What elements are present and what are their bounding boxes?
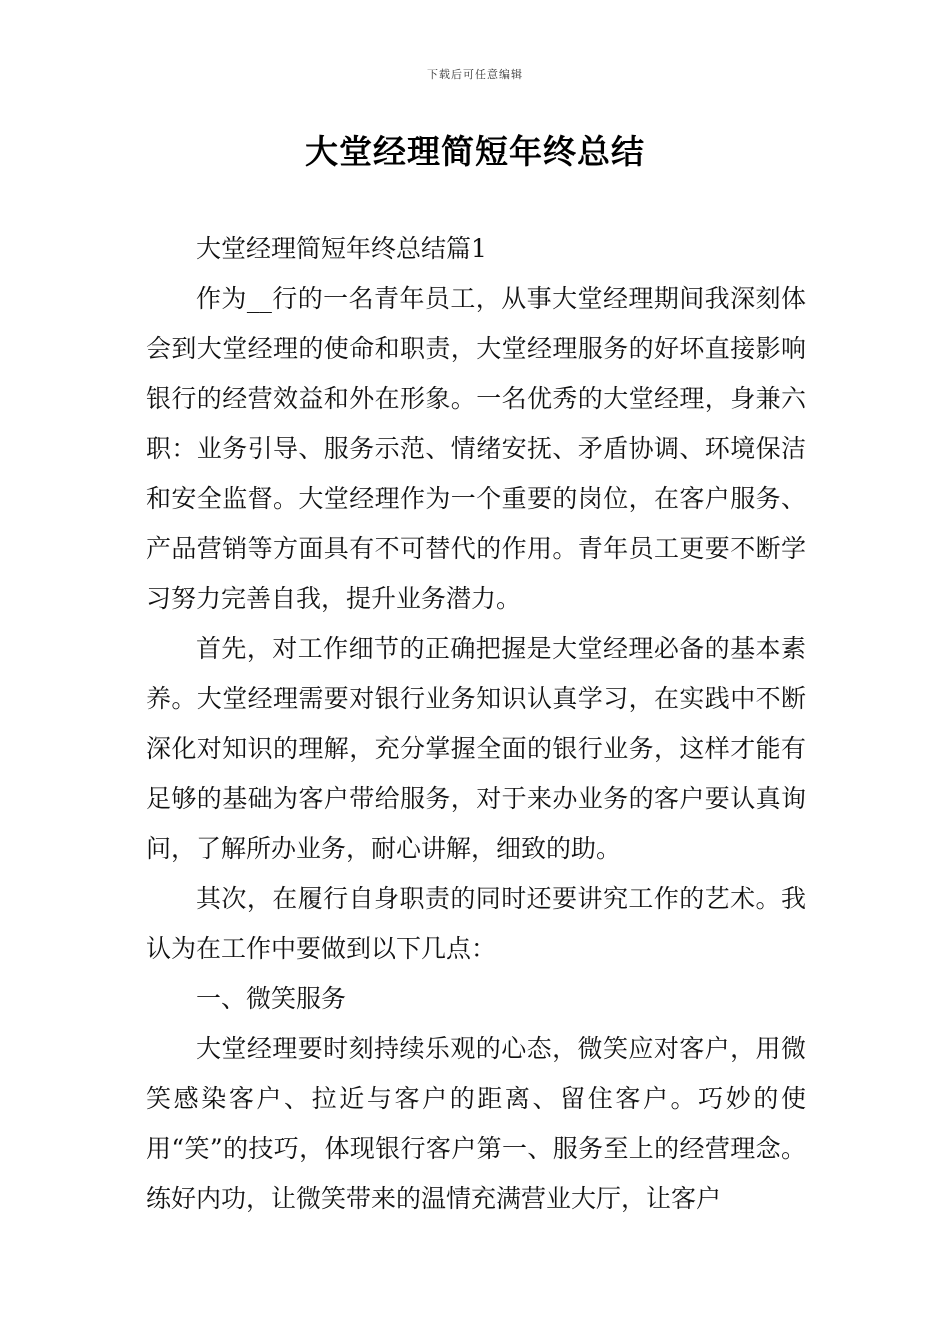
paragraph: 其次，在履行自身职责的同时还要讲究工作的艺术。我认为在工作中要做到以下几点： <box>146 884 806 963</box>
subsection-heading: 一、微笑服务 <box>196 984 347 1013</box>
header-note: 下载后可任意编辑 <box>427 68 523 81</box>
section-heading: 大堂经理简短年终总结篇1 <box>196 234 487 263</box>
paragraph: 大堂经理要时刻持续乐观的心态，微笑应对客户，用微笑感染客户、拉近与客户的距离、留住客户。巧妙的使用“笑”的技巧，体现银行客户第一、服务至上的经营理念。练好内功，让微笑带来的温情充满营业大厅，让客户 <box>146 1034 806 1213</box>
paragraph: 作为__行的一名青年员工，从事大堂经理期间我深刻体会到大堂经理的使命和职责，大堂经理服务的好坏直接影响银行的经营效益和外在形象。一名优秀的大堂经理，身兼六职：业务引导、服务示范、情绪安抚、矛盾协调、环境保洁和安全监督。大堂经理作为一个重要的岗位，在客户服务、产品营销等方面具有不可替代的作用。青年员工更要不断学习努力完善自我，提升业务潜力。 <box>146 284 806 613</box>
document-title: 大堂经理简短年终总结 <box>305 132 645 171</box>
paragraph: 首先，对工作细节的正确把握是大堂经理必备的基本素养。大堂经理需要对银行业务知识认真学习，在实践中不断深化对知识的理解，充分掌握全面的银行业务，这样才能有足够的基础为客户带给服务，对于来办业务的客户要认真询问，了解所办业务，耐心讲解，细致的助。 <box>146 634 806 863</box>
document-body <box>146 224 806 1224</box>
